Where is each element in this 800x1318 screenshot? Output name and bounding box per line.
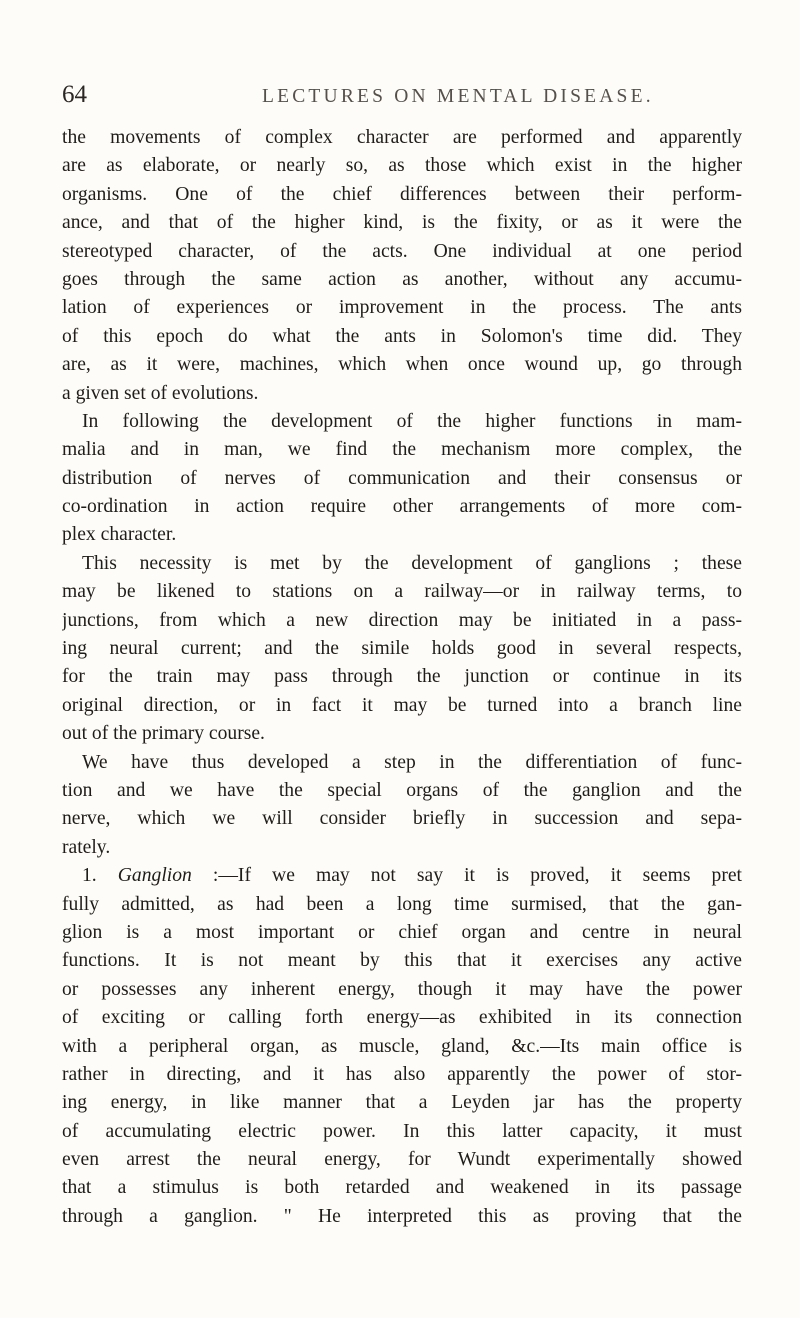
text-line: glion is a most important or chief organ and centre in neural [62, 921, 742, 943]
text-line: malia and in man, we find the mechanism more complex, the [62, 439, 742, 461]
running-head: LECTURES ON MENTAL DISEASE. [262, 86, 654, 107]
text-line: out of the primary course. [62, 723, 265, 745]
text-line: of accumulating electric power. In this latter capacity, it must [62, 1120, 742, 1142]
text-line: organisms. One of the chief differences between their perform- [62, 183, 742, 205]
page-number: 64 [62, 81, 87, 108]
text-line: that a stimulus is both retarded and weakened in its passage [62, 1177, 742, 1199]
text-line: nerve, which we will consider briefly in succession and sepa- [62, 808, 742, 830]
text-line: ance, and that of the higher kind, is the fixity, or as it were the [62, 212, 742, 234]
text-line: a given set of evolutions. [62, 382, 259, 404]
text-line: distribution of nerves of communication and their consensus or [62, 467, 742, 489]
text-line: may be likened to stations on a railway—or in railway terms, to [62, 581, 742, 603]
text-line: the movements of complex character are performed and apparently [62, 127, 742, 148]
text-line: for the train may pass through the junction or continue in its [62, 666, 742, 688]
text-line: junctions, from which a new direction may be initiated in a pass- [62, 609, 742, 631]
body-text [62, 124, 742, 1294]
text-line: even arrest the neural energy, for Wundt experimentally showed [62, 1149, 742, 1171]
text-line: fully admitted, as had been a long time surmised, that the gan- [62, 893, 742, 915]
text-line: goes through the same action as another, without any accumu- [62, 268, 742, 290]
text-line: original direction, or in fact it may be turned into a branch line [62, 694, 742, 716]
text-line: or possesses any inherent energy, though it may have the power [62, 978, 742, 1000]
text-line: lation of experiences or improvement in the process. The ants [62, 297, 742, 319]
text-line: plex character. [62, 524, 177, 546]
page-header [62, 80, 742, 114]
text-line: ing neural current; and the simile holds good in several respects, [62, 638, 742, 660]
text-line: of this epoch do what the ants in Solomon's time did. They [62, 325, 742, 347]
text-line: This necessity is met by the development of ganglions ; these [82, 552, 742, 574]
text-line: with a peripheral organ, as muscle, gland, &c.—Its main office is [62, 1035, 742, 1057]
text-line: In following the development of the higher functions in mam- [82, 410, 742, 432]
text-line: rather in directing, and it has also apparently the power of stor- [62, 1063, 742, 1085]
text-line: rately. [62, 836, 111, 858]
text-line: are, as it were, machines, which when once wound up, go through [62, 354, 742, 376]
text-line: tion and we have the special organs of the ganglion and the [62, 779, 742, 801]
text-line: 1. Ganglion :—If we may not say it is proved, it seems pret [82, 865, 742, 887]
text-line: co-ordination in action require other arrangements of more com- [62, 496, 742, 518]
text-line: ing energy, in like manner that a Leyden jar has the property [62, 1092, 742, 1114]
text-line: functions. It is not meant by this that it exercises any active [62, 950, 742, 972]
text-line: stereotyped character, of the acts. One individual at one period [62, 240, 742, 262]
text-line: We have thus developed a step in the differentiation of func- [82, 751, 742, 773]
text-line: are as elaborate, or nearly so, as those which exist in the higher [62, 155, 742, 177]
text-line: of exciting or calling forth energy—as exhibited in its connection [62, 1007, 742, 1029]
text-line: through a ganglion. " He interpreted this as proving that the [62, 1205, 742, 1227]
